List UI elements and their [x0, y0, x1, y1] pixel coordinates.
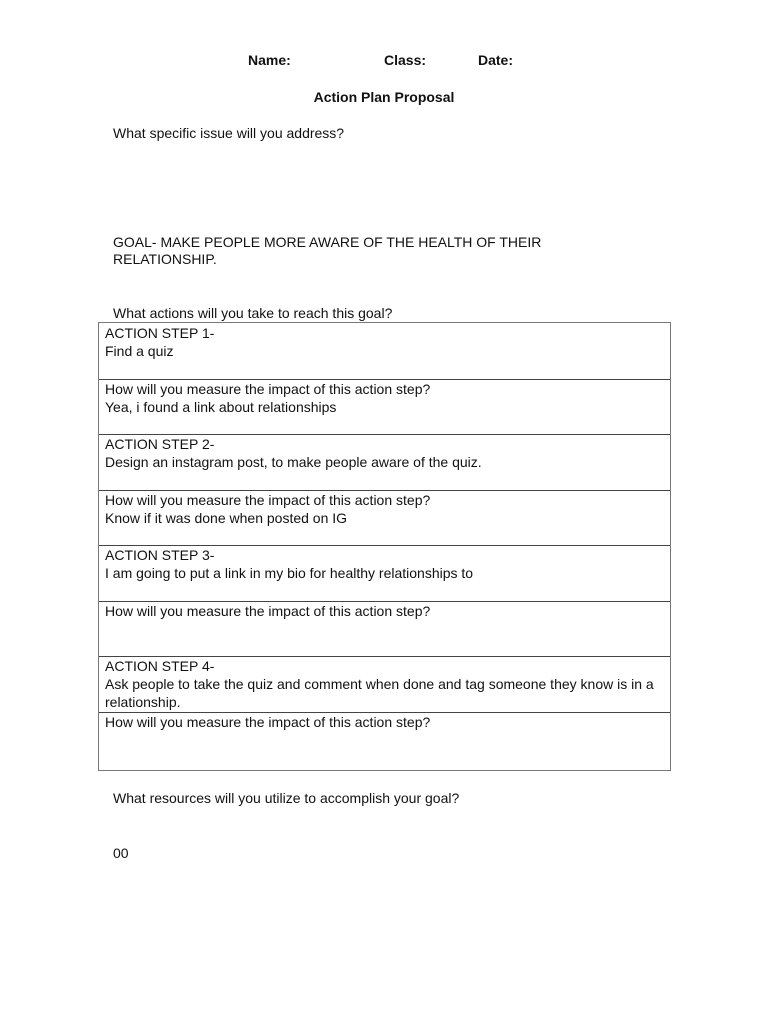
class-label: Class: — [384, 52, 427, 68]
measure-step-1-heading: How will you measure the impact of this action step? — [105, 381, 431, 397]
actions-question: What actions will you take to reach this goal? — [113, 305, 393, 321]
measure-step-2-text: Know if it was done when posted on IG — [105, 510, 348, 526]
action-step-4-cell — [99, 656, 670, 712]
action-step-1-cell — [99, 323, 670, 379]
measure-step-4-heading: How will you measure the impact of this action step? — [105, 714, 431, 730]
measure-step-1-text: Yea, i found a link about relationships — [105, 399, 337, 415]
page-title: Action Plan Proposal — [313, 89, 455, 105]
action-step-1-heading: ACTION STEP 1- — [105, 325, 215, 341]
action-step-2-text: Design an instagram post, to make people aware of the quiz. — [105, 454, 482, 470]
issue-question: What specific issue will you address? — [113, 125, 345, 141]
measure-step-2-heading: How will you measure the impact of this action step? — [105, 492, 431, 508]
resources-answer: 00 — [113, 845, 129, 861]
name-label: Name: — [248, 52, 291, 68]
action-step-4-text: Ask people to take the quiz and comment when done and tag someone they know is in a relationship. — [105, 676, 654, 710]
action-steps-table — [98, 322, 671, 771]
action-step-2-heading: ACTION STEP 2- — [105, 436, 215, 452]
measure-step-3-cell — [99, 601, 670, 656]
action-step-2-cell — [99, 434, 670, 490]
measure-step-4-cell — [99, 712, 670, 770]
action-step-3-text: I am going to put a link in my bio for healthy relationships to — [105, 565, 474, 581]
action-step-4-heading: ACTION STEP 4- — [105, 658, 215, 674]
measure-step-3-heading: How will you measure the impact of this action step? — [105, 603, 431, 619]
date-label: Date: — [478, 52, 514, 68]
action-step-3-cell — [99, 545, 670, 601]
action-step-1-text: Find a quiz — [105, 343, 174, 359]
goal-text: GOAL- MAKE PEOPLE MORE AWARE OF THE HEALTH OF THEIR RELATIONSHIP. — [113, 234, 542, 267]
resources-question: What resources will you utilize to accomplish your goal? — [113, 790, 460, 806]
measure-step-1-cell — [99, 379, 670, 434]
header-row — [0, 52, 768, 70]
measure-step-2-cell — [99, 490, 670, 545]
action-step-3-heading: ACTION STEP 3- — [105, 547, 215, 563]
